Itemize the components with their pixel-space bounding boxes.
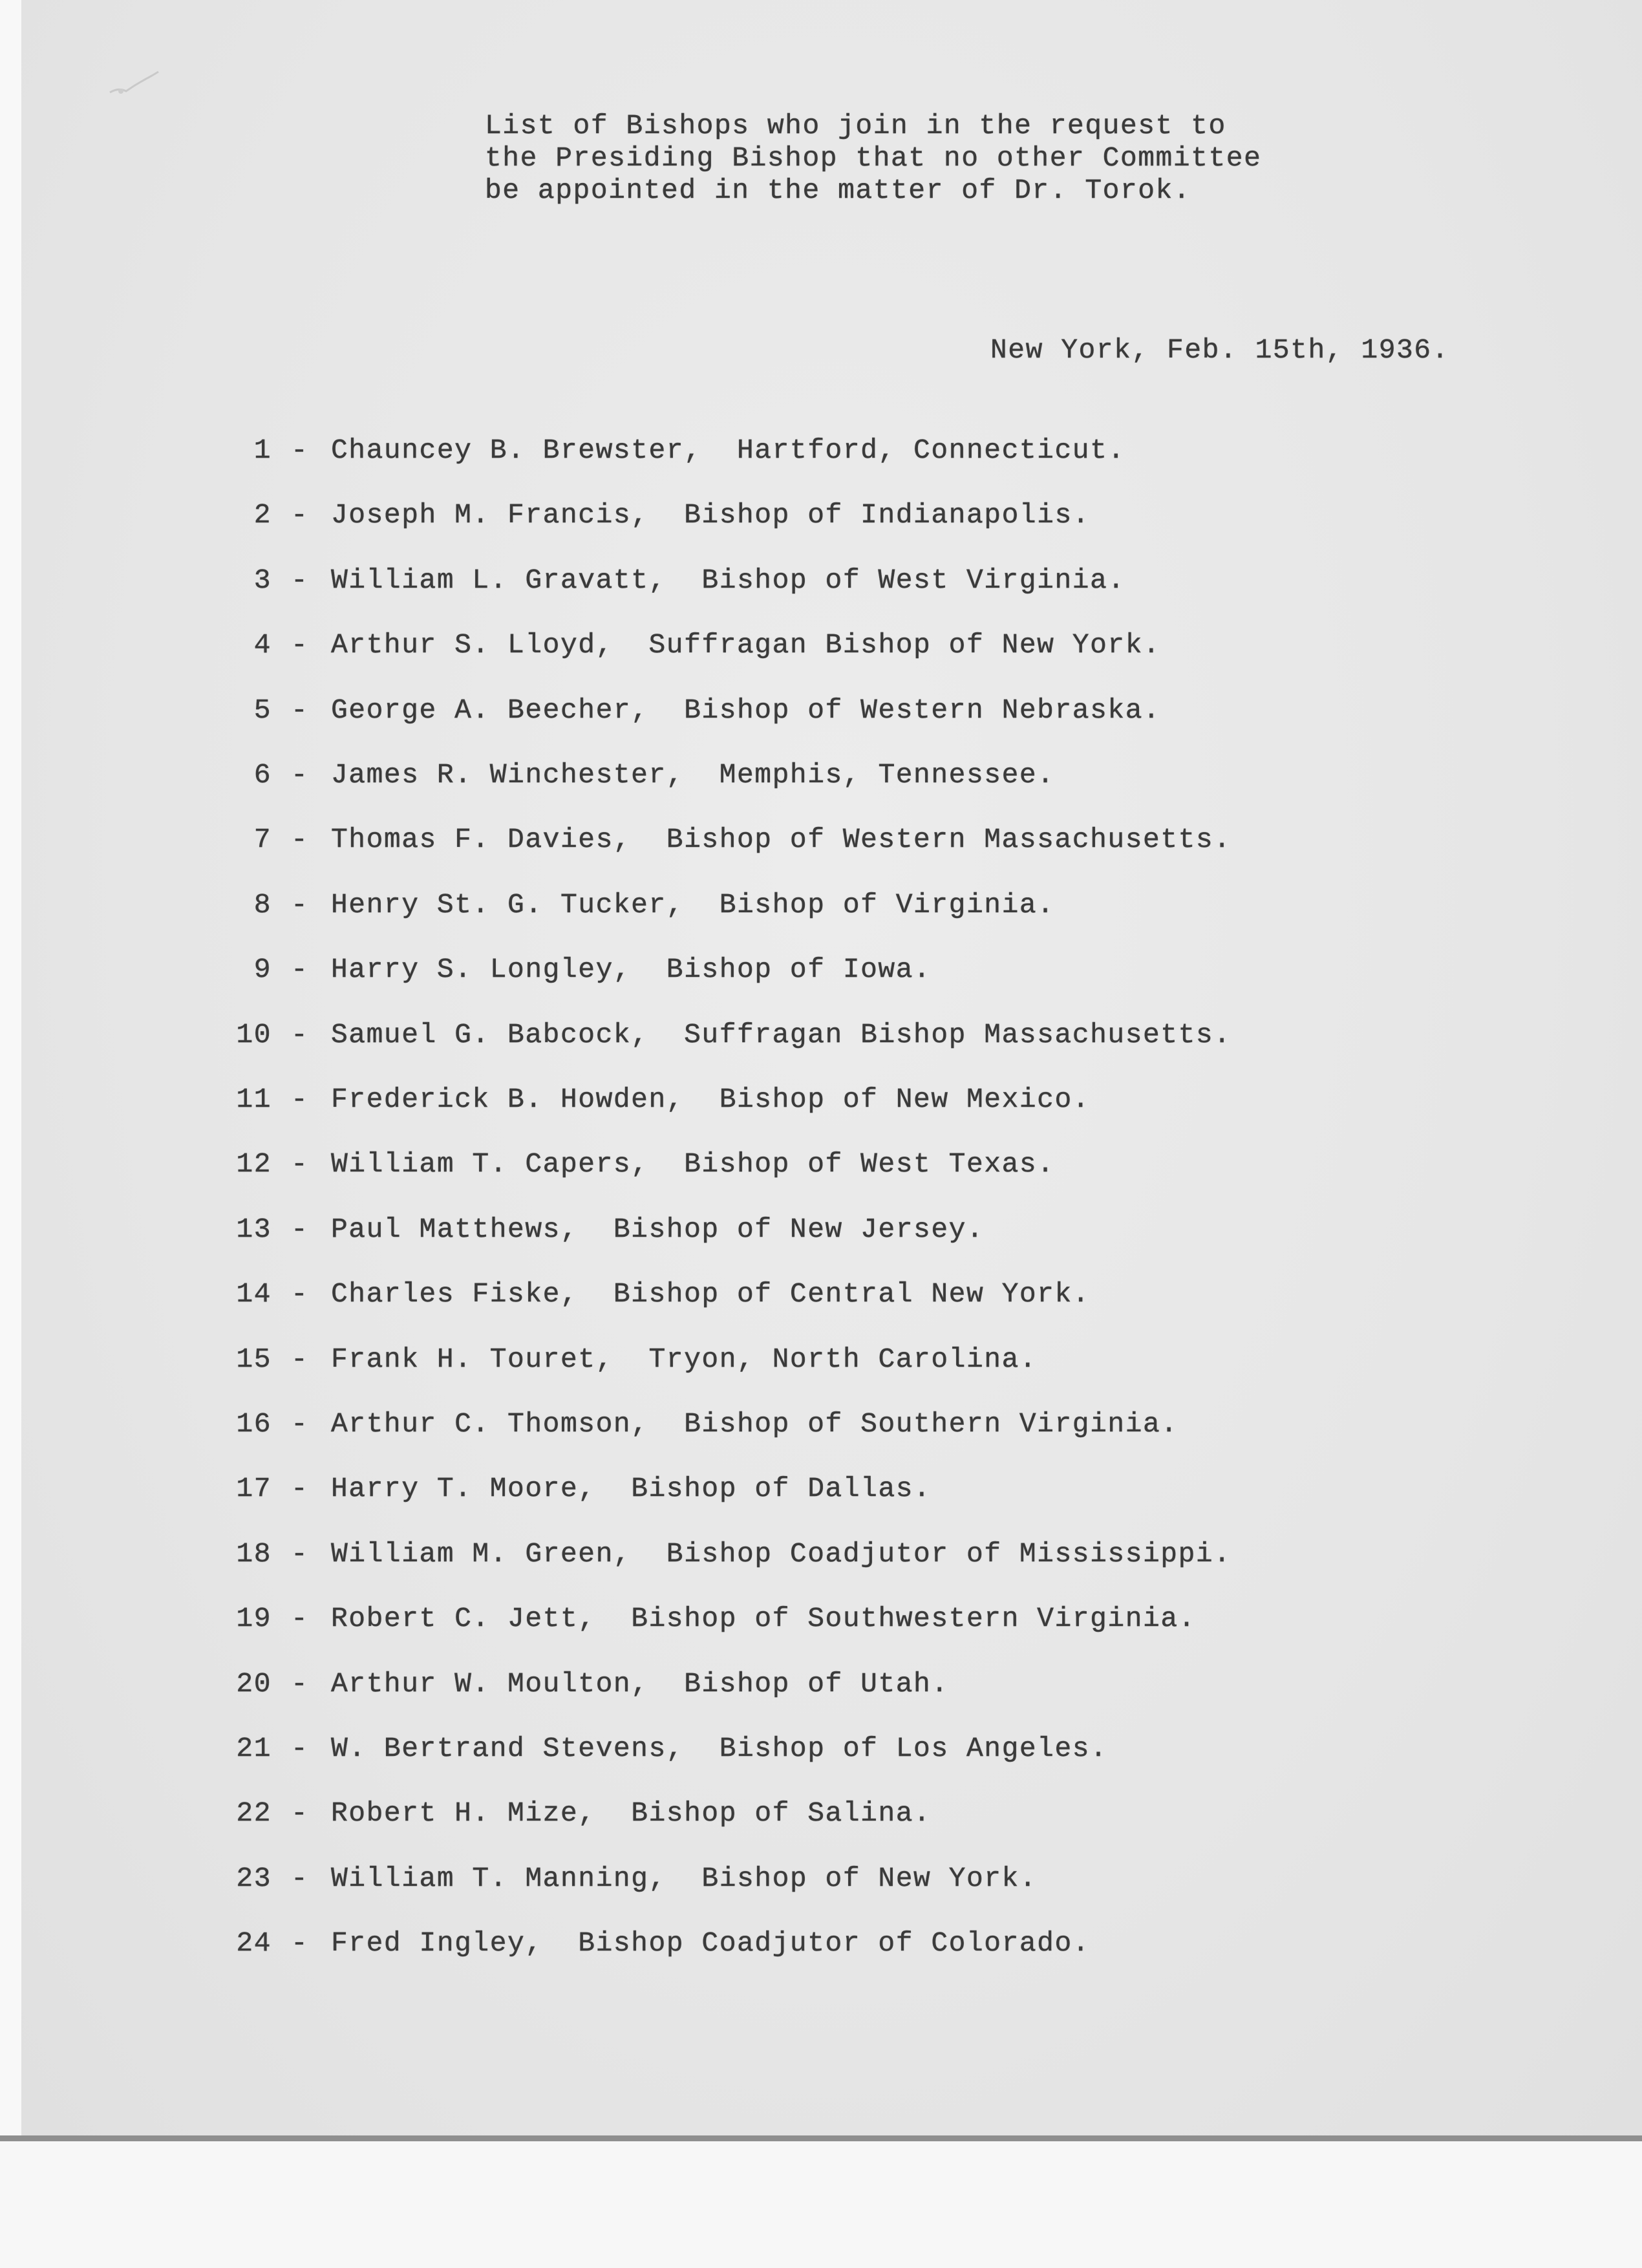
bishop-name: William T. Capers, bbox=[331, 1148, 649, 1181]
entry-number: 6 bbox=[253, 759, 272, 791]
bishop-diocese: Hartford, Connecticut. bbox=[737, 434, 1125, 466]
bishop-name: William L. Gravatt, bbox=[331, 564, 666, 596]
bishop-diocese: Bishop of West Virginia. bbox=[701, 564, 1125, 596]
entry-separator: - bbox=[291, 1408, 309, 1440]
entry-text bbox=[331, 1603, 1196, 1634]
entry-separator: - bbox=[291, 1733, 309, 1764]
entry-text bbox=[331, 1214, 984, 1245]
heading-line-2: the Presiding Bishop that no other Committee bbox=[485, 142, 1262, 174]
bishop-name: Charles Fiske, bbox=[331, 1278, 579, 1311]
list-item bbox=[0, 954, 1422, 992]
list-item bbox=[0, 694, 1422, 733]
list-item bbox=[0, 499, 1422, 538]
paper-blemish-icon bbox=[107, 61, 165, 100]
list-item bbox=[0, 1408, 1422, 1447]
list-item bbox=[0, 1927, 1422, 1966]
bishop-diocese: Bishop of Central New York. bbox=[613, 1278, 1091, 1311]
entry-text bbox=[331, 1148, 1054, 1180]
bishop-name: Arthur W. Moulton, bbox=[331, 1667, 649, 1700]
bishop-name: Harry T. Moore, bbox=[331, 1473, 596, 1505]
entry-separator: - bbox=[291, 1018, 309, 1051]
list-item bbox=[0, 434, 1422, 473]
entry-separator: - bbox=[291, 564, 309, 596]
entry-separator: - bbox=[291, 629, 309, 661]
entry-number: 23 bbox=[236, 1862, 272, 1894]
entry-text bbox=[331, 1019, 1232, 1051]
bishop-diocese: Bishop of New Jersey. bbox=[613, 1213, 985, 1245]
entry-number: 5 bbox=[253, 694, 272, 726]
bishop-diocese: Bishop of Utah. bbox=[684, 1667, 949, 1700]
bishop-name: William T. Manning, bbox=[331, 1862, 666, 1894]
list-item bbox=[0, 1473, 1422, 1512]
entry-number: 24 bbox=[236, 1927, 272, 1960]
entry-text bbox=[331, 1343, 1037, 1375]
entry-number: 1 bbox=[253, 434, 272, 466]
entry-number: 16 bbox=[236, 1408, 272, 1440]
bishop-name: James R. Winchester, bbox=[331, 759, 685, 791]
bishop-diocese: Tryon, North Carolina. bbox=[648, 1343, 1038, 1375]
entry-number: 20 bbox=[236, 1667, 272, 1700]
entry-separator: - bbox=[291, 1667, 309, 1700]
list-item bbox=[0, 629, 1422, 668]
entry-text bbox=[331, 1668, 949, 1700]
bishop-diocese: Bishop of Iowa. bbox=[666, 954, 932, 986]
entry-separator: - bbox=[291, 499, 309, 531]
entry-number: 7 bbox=[253, 824, 272, 856]
entry-text bbox=[331, 1473, 931, 1504]
entry-separator: - bbox=[291, 694, 309, 726]
bishop-diocese: Bishop of Southwestern Virginia. bbox=[631, 1603, 1196, 1635]
list-item bbox=[0, 1538, 1422, 1577]
list-item bbox=[0, 1214, 1422, 1252]
entry-number: 22 bbox=[236, 1797, 272, 1830]
list-item bbox=[0, 1733, 1422, 1771]
entry-text bbox=[331, 759, 1054, 791]
entry-number: 10 bbox=[236, 1018, 272, 1051]
entry-text bbox=[331, 1408, 1178, 1440]
list-item bbox=[0, 889, 1422, 928]
entry-separator: - bbox=[291, 1473, 309, 1505]
list-item bbox=[0, 1603, 1422, 1642]
bishop-diocese: Bishop of New York. bbox=[701, 1862, 1038, 1894]
bishop-name: W. Bertrand Stevens, bbox=[331, 1733, 685, 1764]
list-item bbox=[0, 1343, 1422, 1382]
entry-separator: - bbox=[291, 434, 309, 466]
entry-text bbox=[331, 564, 1125, 596]
entry-text bbox=[331, 1797, 931, 1829]
entry-number: 12 bbox=[236, 1148, 272, 1181]
entry-separator: - bbox=[291, 1213, 309, 1245]
list-item bbox=[0, 759, 1422, 798]
entry-text bbox=[331, 434, 1125, 466]
entry-number: 18 bbox=[236, 1537, 272, 1570]
entry-text bbox=[331, 1733, 1107, 1764]
bishop-name: Frank H. Touret, bbox=[331, 1343, 613, 1375]
entry-text bbox=[331, 1927, 1090, 1959]
list-item bbox=[0, 1278, 1422, 1317]
entry-separator: - bbox=[291, 1278, 309, 1311]
entry-text bbox=[331, 954, 931, 985]
heading-line-1: List of Bishops who join in the request to bbox=[485, 110, 1226, 142]
entry-text bbox=[331, 824, 1232, 855]
entry-separator: - bbox=[291, 1797, 309, 1830]
list-item bbox=[0, 1148, 1422, 1187]
list-item bbox=[0, 1797, 1422, 1836]
bishop-diocese: Suffragan Bishop Massachusetts. bbox=[684, 1018, 1232, 1051]
entry-separator: - bbox=[291, 1537, 309, 1570]
entry-number: 3 bbox=[253, 564, 272, 596]
entry-number: 17 bbox=[236, 1473, 272, 1505]
list-item bbox=[0, 1863, 1422, 1901]
list-item bbox=[0, 1084, 1422, 1122]
bishop-name: Arthur C. Thomson, bbox=[331, 1408, 649, 1440]
entry-text bbox=[331, 499, 1090, 531]
entry-number: 2 bbox=[253, 499, 272, 531]
entry-number: 4 bbox=[253, 629, 272, 661]
bishop-name: Thomas F. Davies, bbox=[331, 824, 632, 856]
entry-text bbox=[331, 889, 1054, 921]
bishop-diocese: Bishop of Southern Virginia. bbox=[684, 1408, 1178, 1440]
bishop-name: Arthur S. Lloyd, bbox=[331, 629, 613, 661]
entry-separator: - bbox=[291, 1603, 309, 1635]
bishop-diocese: Bishop Coadjutor of Colorado. bbox=[578, 1927, 1091, 1960]
entry-separator: - bbox=[291, 1343, 309, 1375]
bishop-diocese: Bishop of New Mexico. bbox=[719, 1084, 1091, 1115]
bishop-diocese: Bishop of Western Nebraska. bbox=[684, 694, 1161, 726]
bishop-diocese: Bishop of Virginia. bbox=[719, 888, 1055, 921]
entry-number: 19 bbox=[236, 1603, 272, 1635]
bishop-name: Harry S. Longley, bbox=[331, 954, 632, 986]
entry-number: 21 bbox=[236, 1733, 272, 1764]
entry-number: 8 bbox=[253, 888, 272, 921]
scanner-background bbox=[0, 2141, 1642, 2268]
entry-text bbox=[331, 629, 1160, 661]
bishop-name: Samuel G. Babcock, bbox=[331, 1018, 649, 1051]
entry-text bbox=[331, 1278, 1090, 1310]
entry-text bbox=[331, 1863, 1037, 1894]
entry-separator: - bbox=[291, 954, 309, 986]
bishop-diocese: Bishop of Los Angeles. bbox=[719, 1733, 1108, 1764]
bishop-name: Henry St. G. Tucker, bbox=[331, 888, 685, 921]
bishop-name: Fred Ingley, bbox=[331, 1927, 543, 1960]
bishop-name: George A. Beecher, bbox=[331, 694, 649, 726]
bishop-diocese: Bishop Coadjutor of Mississippi. bbox=[666, 1537, 1232, 1570]
bishop-name: Joseph M. Francis, bbox=[331, 499, 649, 531]
entry-text bbox=[331, 1538, 1232, 1570]
entry-number: 11 bbox=[236, 1084, 272, 1115]
entry-separator: - bbox=[291, 1084, 309, 1115]
list-item bbox=[0, 824, 1422, 862]
bishop-name: Robert C. Jett, bbox=[331, 1603, 596, 1635]
list-item bbox=[0, 564, 1422, 603]
entry-number: 15 bbox=[236, 1343, 272, 1375]
heading-line-3: be appointed in the matter of Dr. Torok. bbox=[485, 175, 1191, 206]
bishop-name: Chauncey B. Brewster, bbox=[331, 434, 702, 466]
bishop-diocese: Bishop of Salina. bbox=[631, 1797, 932, 1830]
entry-separator: - bbox=[291, 888, 309, 921]
bishop-diocese: Bishop of Dallas. bbox=[631, 1473, 932, 1505]
entry-separator: - bbox=[291, 1148, 309, 1181]
entry-number: 9 bbox=[253, 954, 272, 986]
list-item bbox=[0, 1019, 1422, 1058]
bishop-diocese: Bishop of Indianapolis. bbox=[684, 499, 1091, 531]
list-item bbox=[0, 1668, 1422, 1707]
entry-separator: - bbox=[291, 1862, 309, 1894]
paper-bottom-edge bbox=[0, 2135, 1642, 2141]
entry-number: 13 bbox=[236, 1213, 272, 1245]
bishop-name: William M. Green, bbox=[331, 1537, 632, 1570]
bishop-name: Paul Matthews, bbox=[331, 1213, 579, 1245]
dateline: New York, Feb. 15th, 1936. bbox=[990, 334, 1449, 366]
bishop-diocese: Suffragan Bishop of New York. bbox=[648, 629, 1161, 661]
entry-separator: - bbox=[291, 1927, 309, 1960]
entry-separator: - bbox=[291, 824, 309, 856]
entry-number: 14 bbox=[236, 1278, 272, 1311]
bishop-name: Frederick B. Howden, bbox=[331, 1084, 685, 1115]
bishop-name: Robert H. Mize, bbox=[331, 1797, 596, 1830]
bishop-diocese: Bishop of Western Massachusetts. bbox=[666, 824, 1232, 856]
bishop-diocese: Memphis, Tennessee. bbox=[719, 759, 1055, 791]
bishop-diocese: Bishop of West Texas. bbox=[684, 1148, 1055, 1181]
entry-text bbox=[331, 694, 1160, 726]
entry-text bbox=[331, 1084, 1090, 1115]
entry-separator: - bbox=[291, 759, 309, 791]
